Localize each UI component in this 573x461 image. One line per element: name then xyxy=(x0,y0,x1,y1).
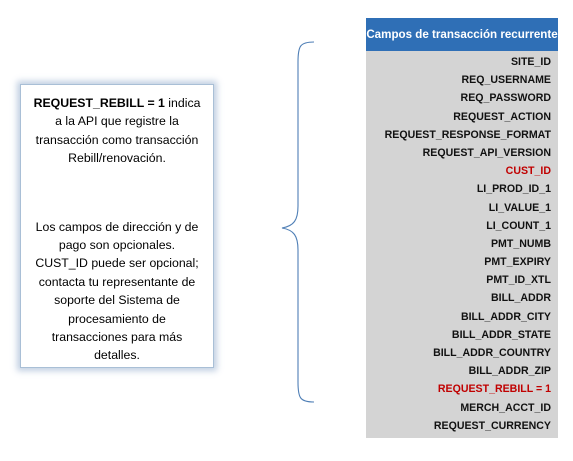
recurring-fields-panel xyxy=(366,18,558,438)
note-optional-fields-text: Los campos de dirección y de pago son opcionales. CUST_ID puede ser opcional; contacta tu representante de soporte del Sistema de procesamiento de transacciones para más detalles. xyxy=(35,219,199,363)
panel-title: Campos de transacción recurrente xyxy=(366,18,558,51)
field-item: CUST_ID xyxy=(505,165,551,178)
field-item: BILL_ADDR_CITY xyxy=(460,310,551,323)
note-rebill-keyword: REQUEST_REBILL = 1 xyxy=(33,96,165,110)
field-item: REQUEST_API_VERSION xyxy=(422,146,551,159)
field-item: REQ_PASSWORD xyxy=(460,92,551,105)
field-item: REQUEST_REBILL = 1 xyxy=(437,383,551,396)
field-item: MERCH_ACCT_ID xyxy=(460,401,551,414)
field-item: PMT_NUMB xyxy=(490,237,551,250)
field-item: LI_VALUE_1 xyxy=(488,201,551,214)
field-item: BILL_ADDR_STATE xyxy=(451,328,551,341)
field-list xyxy=(366,51,558,438)
note-rebill-text: indica a la API que registre la transacción como transacción Rebill/renovación. xyxy=(35,96,201,166)
field-item: BILL_ADDR_ZIP xyxy=(468,365,551,378)
field-item: PMT_EXPIRY xyxy=(484,256,551,269)
curly-brace-connector xyxy=(278,40,318,404)
note-paragraph-rebill xyxy=(31,94,203,168)
field-item: LI_COUNT_1 xyxy=(486,219,551,232)
field-item: PMT_ID_XTL xyxy=(486,274,551,287)
field-item: REQ_USERNAME xyxy=(461,74,551,87)
explanation-note xyxy=(20,84,214,368)
field-item: LI_PROD_ID_1 xyxy=(476,183,551,196)
field-item: REQUEST_CURRENCY xyxy=(433,419,551,432)
field-item: REQUEST_RESPONSE_FORMAT xyxy=(384,128,551,141)
field-item: REQUEST_ACTION xyxy=(453,110,551,123)
field-item: BILL_ADDR xyxy=(490,292,551,305)
field-item: SITE_ID xyxy=(510,56,551,68)
field-item: BILL_ADDR_COUNTRY xyxy=(433,347,551,359)
